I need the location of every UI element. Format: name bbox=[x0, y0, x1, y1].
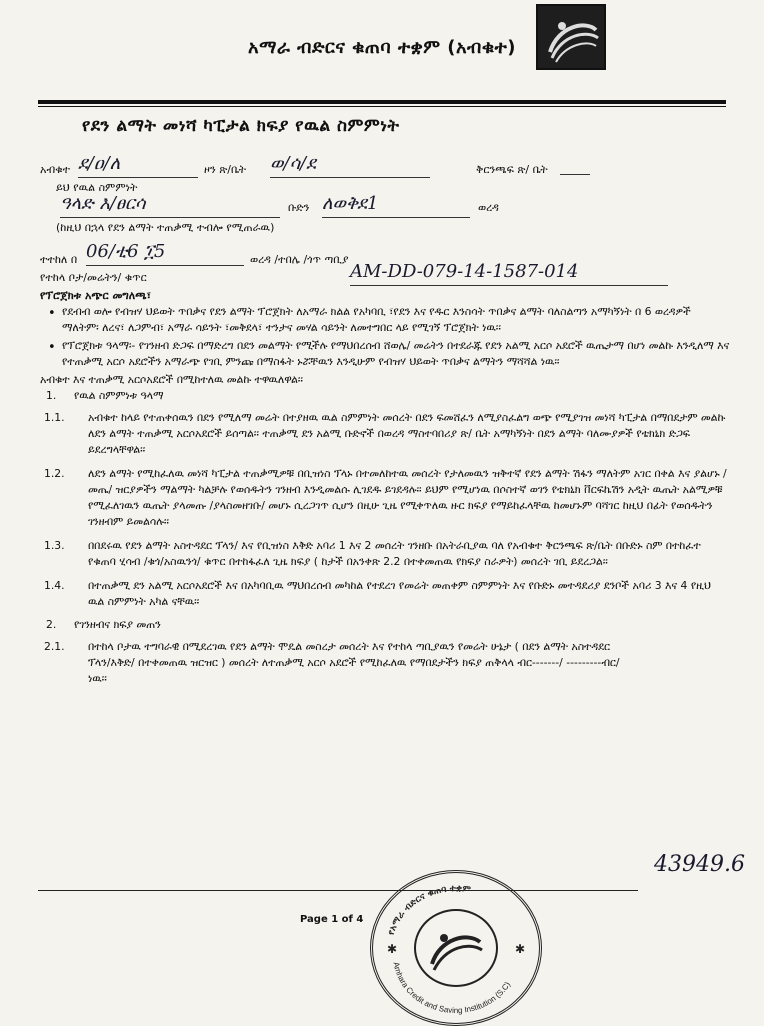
section-1 bbox=[40, 388, 730, 610]
clause bbox=[40, 466, 730, 530]
handwritten-amount: 43949.6 bbox=[654, 852, 745, 877]
sub-branch-label: ቅርንጫፍ ጽ/ ቤት bbox=[476, 163, 548, 176]
clause bbox=[40, 578, 730, 610]
branch-label: አብቁተ bbox=[40, 163, 71, 176]
section-number: 2. bbox=[46, 618, 57, 632]
svg-text:የአማራ ብድርና ቁጠባ ተቋም bbox=[387, 884, 472, 937]
section-number: 1. bbox=[46, 388, 57, 402]
stamp-text-top: የአማራ ብድርና ቁጠባ ተቋም bbox=[386, 883, 472, 937]
kebele-label: ቡድን bbox=[288, 201, 310, 214]
bullet-item: • የደብብ ወሎ የብዝሃ ህይወት ጥበቃና የደን ልማት ፕሮጀክት ለአማራ ክልል የአካባቢ ፣የደን እና የዱር እንስሳት ጥበቃና ልማት ባለስልጣን አማካኝነት በ 6 ወረዳዎች ማለትም፡ ለረና፣ ለጋምብ፣ አማራ ሳይንት ፣መቅደላ፣ ተንታና መሃል ሳይንት ለመተግበር ላይ የሚገኝ ፕሮጀክት ነዉ፡፡ bbox=[40, 304, 730, 336]
clause-number: 1.4. bbox=[44, 578, 65, 592]
party-value: ዓላድ እ/ፀርሳ bbox=[60, 190, 280, 218]
section-2 bbox=[40, 617, 730, 687]
clause bbox=[40, 639, 730, 687]
zone-value: ወ/ሳ/ደ bbox=[270, 150, 430, 178]
header-divider bbox=[38, 100, 726, 107]
agreement-intro: አብቁተ እና ተጠቃሚ አርሶአደሮች በሚከተለዉ መልኩ ተዋዉለዋል፡፡ bbox=[40, 372, 303, 386]
body-content bbox=[40, 304, 730, 695]
svg-text:✱: ✱ bbox=[515, 942, 526, 956]
clause-number: 1.1. bbox=[44, 410, 65, 424]
clause-text: አብቁተ ከላይ የተጠቀሰዉን በደን የሚለማ መሬት በተያዘዉ ዉል ስምምነት መሰረት በደን ፍመሸፈን ለሚያስፈልግ ወጭ የሚያገዝ መነሻ ካፒታል በማበደታም መልኩ ለደን ልማት ተጠቃሚ አርሶአደሮች ይሰጣል፡፡ ተጠቃሚ ደን አልሚ ቡድኖች በወረዳ ማስተባበሪያ ጽ/ ቤት አማካኝነት በደን ልማት ባለሙያዎች የቴክኒክ ድጋፍ ይደረግላቸዋል፡፡ bbox=[88, 410, 726, 456]
party-note: (ከዚህ በኋላ የደን ልማት ተጠቃሚ ተብሎ የሚጠራዉ) bbox=[56, 221, 275, 234]
date-label: ተተከለ በ bbox=[40, 253, 78, 266]
sub-branch-blank bbox=[560, 174, 590, 175]
clause-text: ለደን ልማት የሚከፈለዉ መነሻ ካፒታል ተጠቃሚዎቹ በቢዝነስ ፕላኑ በተመለከተዉ መሰረት የታለመዉን ዝቅተኛ የደን ልማት ሽፋን ማለትም አገር በቀል እና ያልሆኑ /መጤ/ ዝርያዎችን ማልማት ካልቻሉ የወሰዱትን ገንዘብ እንዲመልሱ ሊገደዱ ይገደዳሉ፡፡ ይህም የሚሆነዉ በሶስተኛ ወገን የቴክኒክ ቨርፍኬሽን አዲት ዉጤት አልሚዎቹ የሚፈለገዉን ዉጤት ያላመጡ /ያላስመዘገቡ/ መሆኑ ሲረጋገጥ ሲሆን በዚሁ ጊዜ የሚቀጥለዉ ዙር ክፍያ የማይከፈላቸዉ ከመሆኑም ባሻገር ከዚህ በፊት የወሰዱትን ገንዘብም ይመልሳሉ፡፡ bbox=[88, 466, 727, 528]
section-title: የዉል ስምምነቱ ዓላማ bbox=[74, 388, 164, 402]
summary-label: የፕሮጀክቱ አጭር መግለጫ፣ bbox=[40, 289, 152, 302]
footer-divider bbox=[38, 890, 638, 891]
clause-number: 1.2. bbox=[44, 466, 65, 480]
woreda-label: ወረዳ bbox=[478, 201, 499, 214]
code-value: AM-DD-079-14-1587-014 bbox=[350, 258, 668, 286]
clause bbox=[40, 410, 730, 458]
branch-value: ደ/ዐ/ለ bbox=[78, 150, 198, 178]
section-title: የገንዘብና ክፍያ መጠን bbox=[74, 618, 161, 632]
svg-text:Amhara Credit and Saving Insti bbox=[392, 961, 513, 1015]
party-label: ይህ የዉል ስምምነት bbox=[56, 181, 138, 194]
official-stamp bbox=[370, 870, 542, 1026]
woreda-kebele-label: ወረዳ /ተበሌ /ጎጥ ጣቢያ bbox=[250, 253, 349, 266]
clause-text: በተጠቃሚ ደን አልሚ አርሶአደሮች እና በአካባቢዉ ማህበረሰብ መካከል የተደረገ የመሬት መጠቀም ስምምነት እና የቡድኑ መተዳደሪያ ደንቦች አባሪ 3 እና 4 የዚህ ዉል ስምምነት አካል ናቸዉ፡፡ bbox=[88, 578, 711, 608]
clause-text: በበደሩዉ የደን ልማት አስተዳደር ፕላን/ እና የቢዝነስ እቅድ አባሪ 1 እና 2 መሰረት ገንዘቡ በአትራቢያዉ ባለ የአብቁተ ቅርንጫፍ ጽ/ቤት በቡድኑ ስም በተከፈተ የቁጠባ ሂሳብ /ቁጎ/አስዉንጎ/ ቁጥር በተከፋፈለ ጊዜ ክፍያ ( ከታች በአንቀጽ 2.2 በተቀመጠዉ የክፍያ ስራዎት) መሰረት ገቢ ይደረጋል፡፡ bbox=[88, 538, 701, 568]
svg-text:✱: ✱ bbox=[387, 942, 398, 956]
page-number: Page 1 of 4 bbox=[300, 914, 364, 925]
code-label: የተከላ ቦታ/መሬትን/ ቁጥር bbox=[40, 271, 147, 284]
bullet-item: • የፕሮጀክቱ ዓላማ፡- የገንዘብ ድጋፍ በማድረግ በደን መልማት የሚችሉ የማህበረሰብ ሸወሌ/ መሬትን በተደራጁ የደን አልሚ አርሶ አደሮች ዉጤታማ በሆነ መልኩ እንዲለማ እና የተጠቃሚ አርሶ አደሮችን አማራጭ የገቢ ምንጩ በማስፋት ኑሯቸዉን እንዲሁም የብዝሃ ህይወት ጥበቃና ልማትን ማሻሻል ነዉ፡፡ bbox=[40, 338, 730, 370]
institution-title: አማራ ብድርና ቁጠባ ተቋም (አብቁተ) bbox=[248, 37, 516, 58]
date-value: 06/ቲ6 ፲5 bbox=[86, 238, 244, 266]
clause-number: 2.1. bbox=[44, 640, 65, 654]
stamp-text-bottom: Amhara Credit and Saving Institution (S.C) bbox=[391, 961, 513, 1016]
zone-label: ዞን ጽ/ቤት bbox=[204, 163, 247, 176]
clause-text: በተከላ ቦታዉ ተግባራዊ በሚደረገዉ የደን ልማት ሞዴል መስረታ መሰረት እና የተከላ ጣቢያዉን የመሬት ሁኔታ ( በደን ልማት አስተዳደር ፕላን/እቅድ/ በተቀመጠዉ ዝርዝር ) መሰረት ለተጠቃሚ አርሶ አደሮች የሚከፈለዉ የማበደታችን ክፍያ ጠቅላላ ብር-------/ ---------ብር/ ነዉ፡፡ bbox=[88, 640, 620, 686]
kebele-value: ለወቅደ1 bbox=[322, 190, 470, 218]
document-title: የደን ልማት መነሻ ካፒታል ክፍያ የዉል ስምምነት bbox=[82, 116, 400, 136]
clause bbox=[40, 538, 730, 570]
clause-number: 1.3. bbox=[44, 538, 65, 552]
